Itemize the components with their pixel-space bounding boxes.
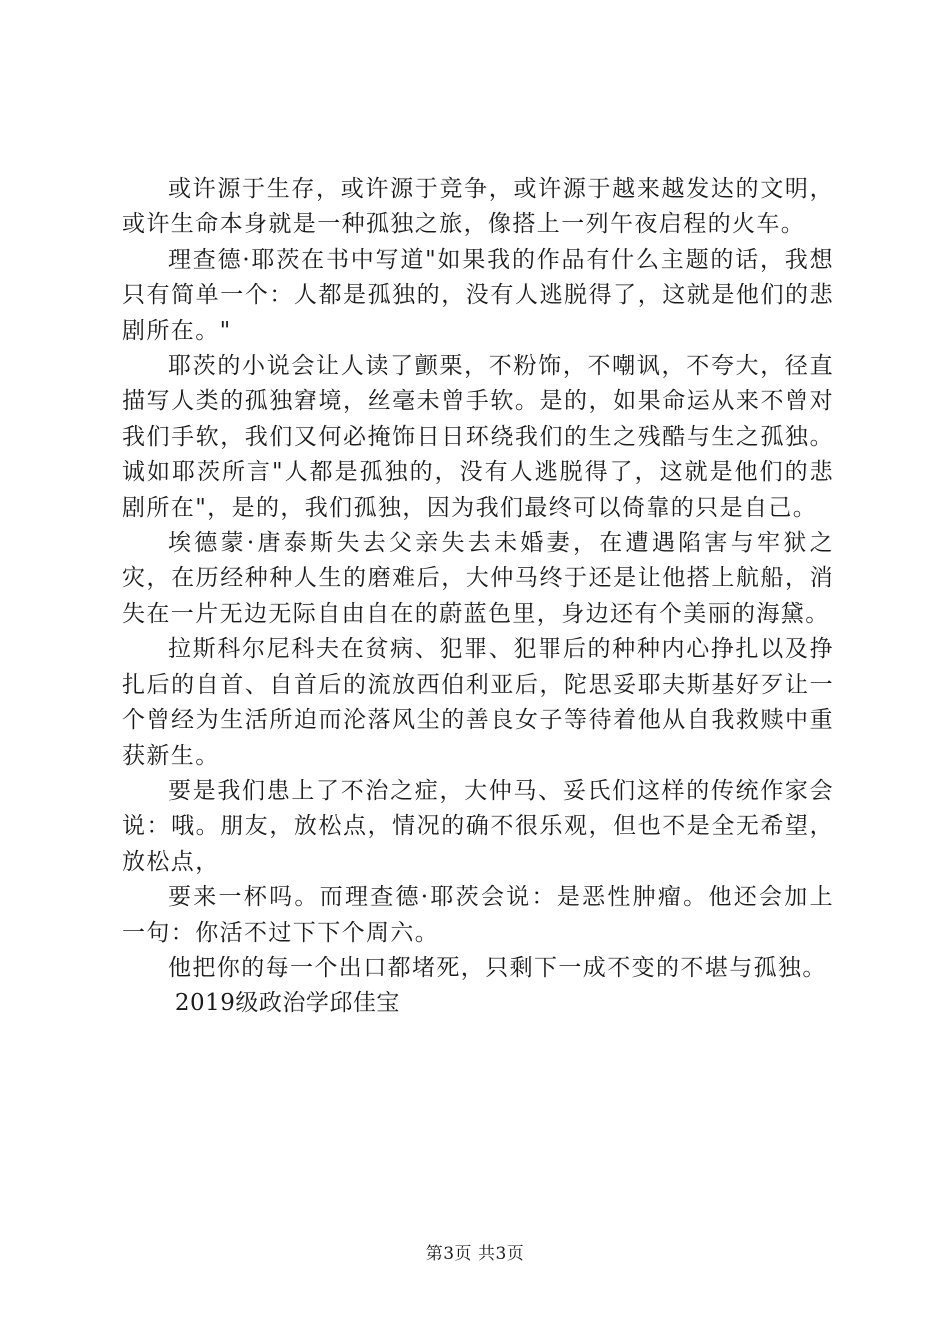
page-indicator: 第3页 共3页 [425, 1244, 525, 1264]
paragraph-5: 拉斯科尔尼科夫在贫病、犯罪、犯罪后的种种内心挣扎以及挣扎后的自首、自首后的流放西伯利亚后，陀思妥耶夫斯基好歹让一个曾经为生活所迫而沦落风尘的善良女子等待着他从自我救赎中重获新生。 [122, 636, 834, 769]
document-body [122, 172, 834, 1022]
paragraph-2: 理查德·耶茨在书中写道"如果我的作品有什么主题的话，我想只有简单一个：人都是孤独的，没有人逃脱得了，这就是他们的悲剧所在。" [122, 246, 834, 344]
paragraph-7: 要来一杯吗。而理查德·耶茨会说：是恶性肿瘤。他还会加上一句：你活不过下下个周六。 [122, 884, 834, 946]
paragraph-6: 要是我们患上了不治之症，大仲马、妥氏们这样的传统作家会说：哦。朋友，放松点，情况的确不很乐观，但也不是全无希望，放松点， [122, 777, 834, 875]
paragraph-3: 耶茨的小说会让人读了颤栗，不粉饰，不嘲讽，不夸大，径直描写人类的孤独窘境，丝毫未曾手软。是的，如果命运从来不曾对我们手软，我们又何必掩饰日日环绕我们的生之残酷与生之孤独。诚如耶茨所言"人都是孤独的，没有人逃脱得了，这就是他们的悲剧所在"，是的，我们孤独，因为我们最终可以倚靠的只是自己。 [122, 353, 834, 521]
author-signature: 2019级政治学邱佳宝 [174, 990, 400, 1017]
paragraph-8: 他把你的每一个出口都堵死，只剩下一成不变的不堪与孤独。 [168, 954, 827, 981]
paragraph-4: 埃德蒙·唐泰斯失去父亲失去未婚妻，在遭遇陷害与牢狱之灾，在历经种种人生的磨难后，大仲马终于还是让他搭上航船，消失在一片无边无际自由自在的蔚蓝色里，身边还有个美丽的海黛。 [122, 530, 834, 627]
page-footer [0, 1243, 950, 1265]
paragraph-1: 或许源于生存，或许源于竞争，或许源于越来越发达的文明，或许生命本身就是一种孤独之旅，像搭上一列午夜启程的火车。 [122, 176, 834, 238]
